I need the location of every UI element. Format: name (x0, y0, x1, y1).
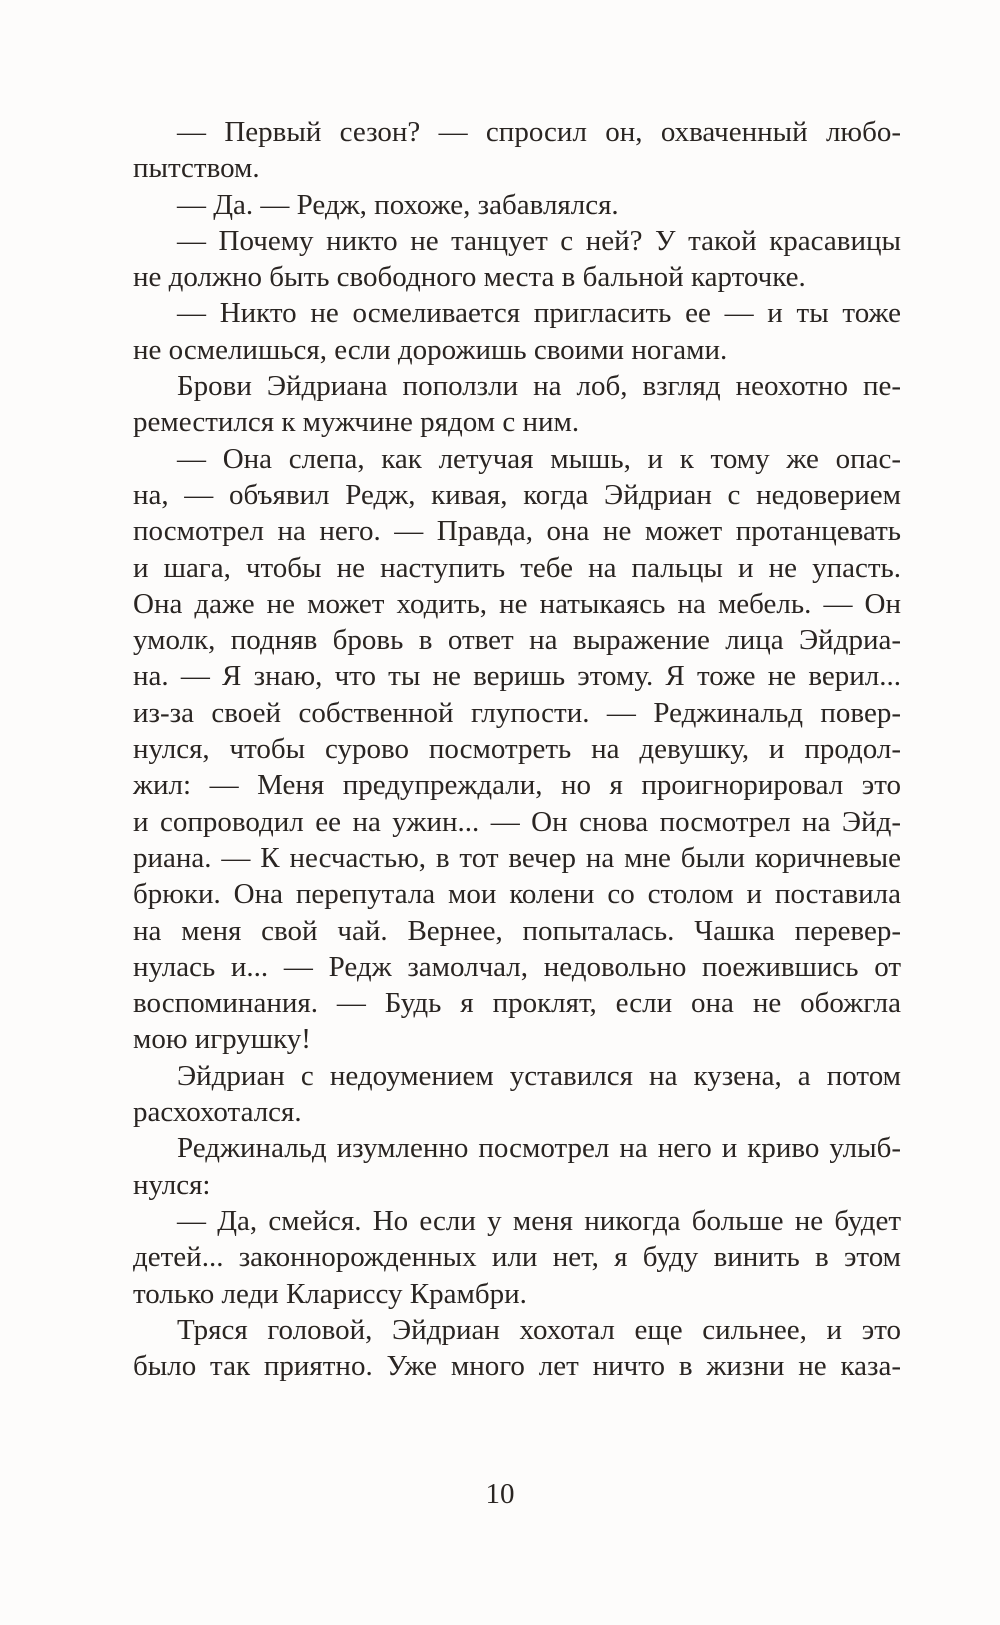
text-line: и шага, чтобы не наступить тебе на пальцы и не упасть. (133, 551, 901, 584)
text-line: было так приятно. Уже много лет ничто в жизни не каза- (133, 1350, 901, 1383)
text-line: — Да. — Редж, похоже, забавлялся. (177, 188, 619, 221)
text-line: брюки. Она перепутала мои колени со столом и поставила (133, 878, 901, 911)
text-line: — Она слепа, как летучая мышь, и к тому же опас- (177, 442, 901, 475)
text-line: посмотрел на него. — Правда, она не может протанцевать (133, 515, 901, 548)
text-line: Она даже не может ходить, не натыкаясь на мебель. — Он (133, 587, 901, 620)
text-line: Тряся головой, Эйдриан хохотал еще сильнее, и это (177, 1313, 901, 1346)
text-line: Реджинальд изумленно посмотрел на него и криво улыб- (177, 1132, 901, 1165)
text-line: расхохотался. (133, 1096, 302, 1129)
page-number: 10 (485, 1478, 515, 1510)
text-line: умолк, подняв бровь в ответ на выражение лица Эйдриа- (133, 624, 901, 657)
text-line: не должно быть свободного места в бальной карточке. (133, 261, 806, 294)
text-line: нулся, чтобы сурово посмотреть на девушку, и продол- (133, 733, 901, 766)
text-line: Брови Эйдриана поползли на лоб, взгляд неохотно пе- (177, 370, 901, 403)
text-line: детей... законнорожденных или нет, я буду винить в этом (133, 1241, 901, 1274)
text-line: на. — Я знаю, что ты не веришь этому. Я тоже не верил... (133, 660, 901, 693)
text-line: нулась и... — Редж замолчал, недовольно поежившись от (133, 950, 901, 983)
body-text (133, 114, 901, 1384)
text-line: и сопроводил ее на ужин... — Он снова посмотрел на Эйд- (133, 805, 901, 838)
text-line: на меня свой чай. Вернее, попыталась. Чашка перевер- (133, 914, 901, 947)
text-line: — Почему никто не танцует с ней? У такой красавицы (177, 224, 901, 257)
text-line: риана. — К несчастью, в тот вечер на мне были коричневые (133, 841, 901, 874)
text-line: воспоминания. — Будь я проклят, если она не обожгла (133, 987, 901, 1020)
text-line: — Первый сезон? — спросил он, охваченный любо- (177, 116, 901, 148)
text-line: пытством. (133, 152, 260, 185)
text-line: мою игрушку! (133, 1023, 311, 1056)
text-line: — Никто не осмеливается пригласить ее — и ты тоже (177, 297, 901, 330)
text-line: Эйдриан с недоумением уставился на кузена, а потом (177, 1059, 901, 1092)
text-line: на, — объявил Редж, кивая, когда Эйдриан с недоверием (133, 478, 901, 511)
text-line: нулся: (133, 1168, 211, 1201)
text-line: — Да, смейся. Но если у меня никогда больше не будет (177, 1204, 901, 1237)
text-line: из-за своей собственной глупости. — Реджинальд повер- (133, 696, 901, 729)
text-line: не осмелишься, если дорожишь своими ногами. (133, 333, 728, 366)
text-line: только леди Клариссу Крамбри. (133, 1277, 527, 1310)
text-line: реместился к мужчине рядом с ним. (133, 406, 580, 439)
text-line: жил: — Меня предупреждали, но я проигнорировал это (133, 769, 901, 802)
